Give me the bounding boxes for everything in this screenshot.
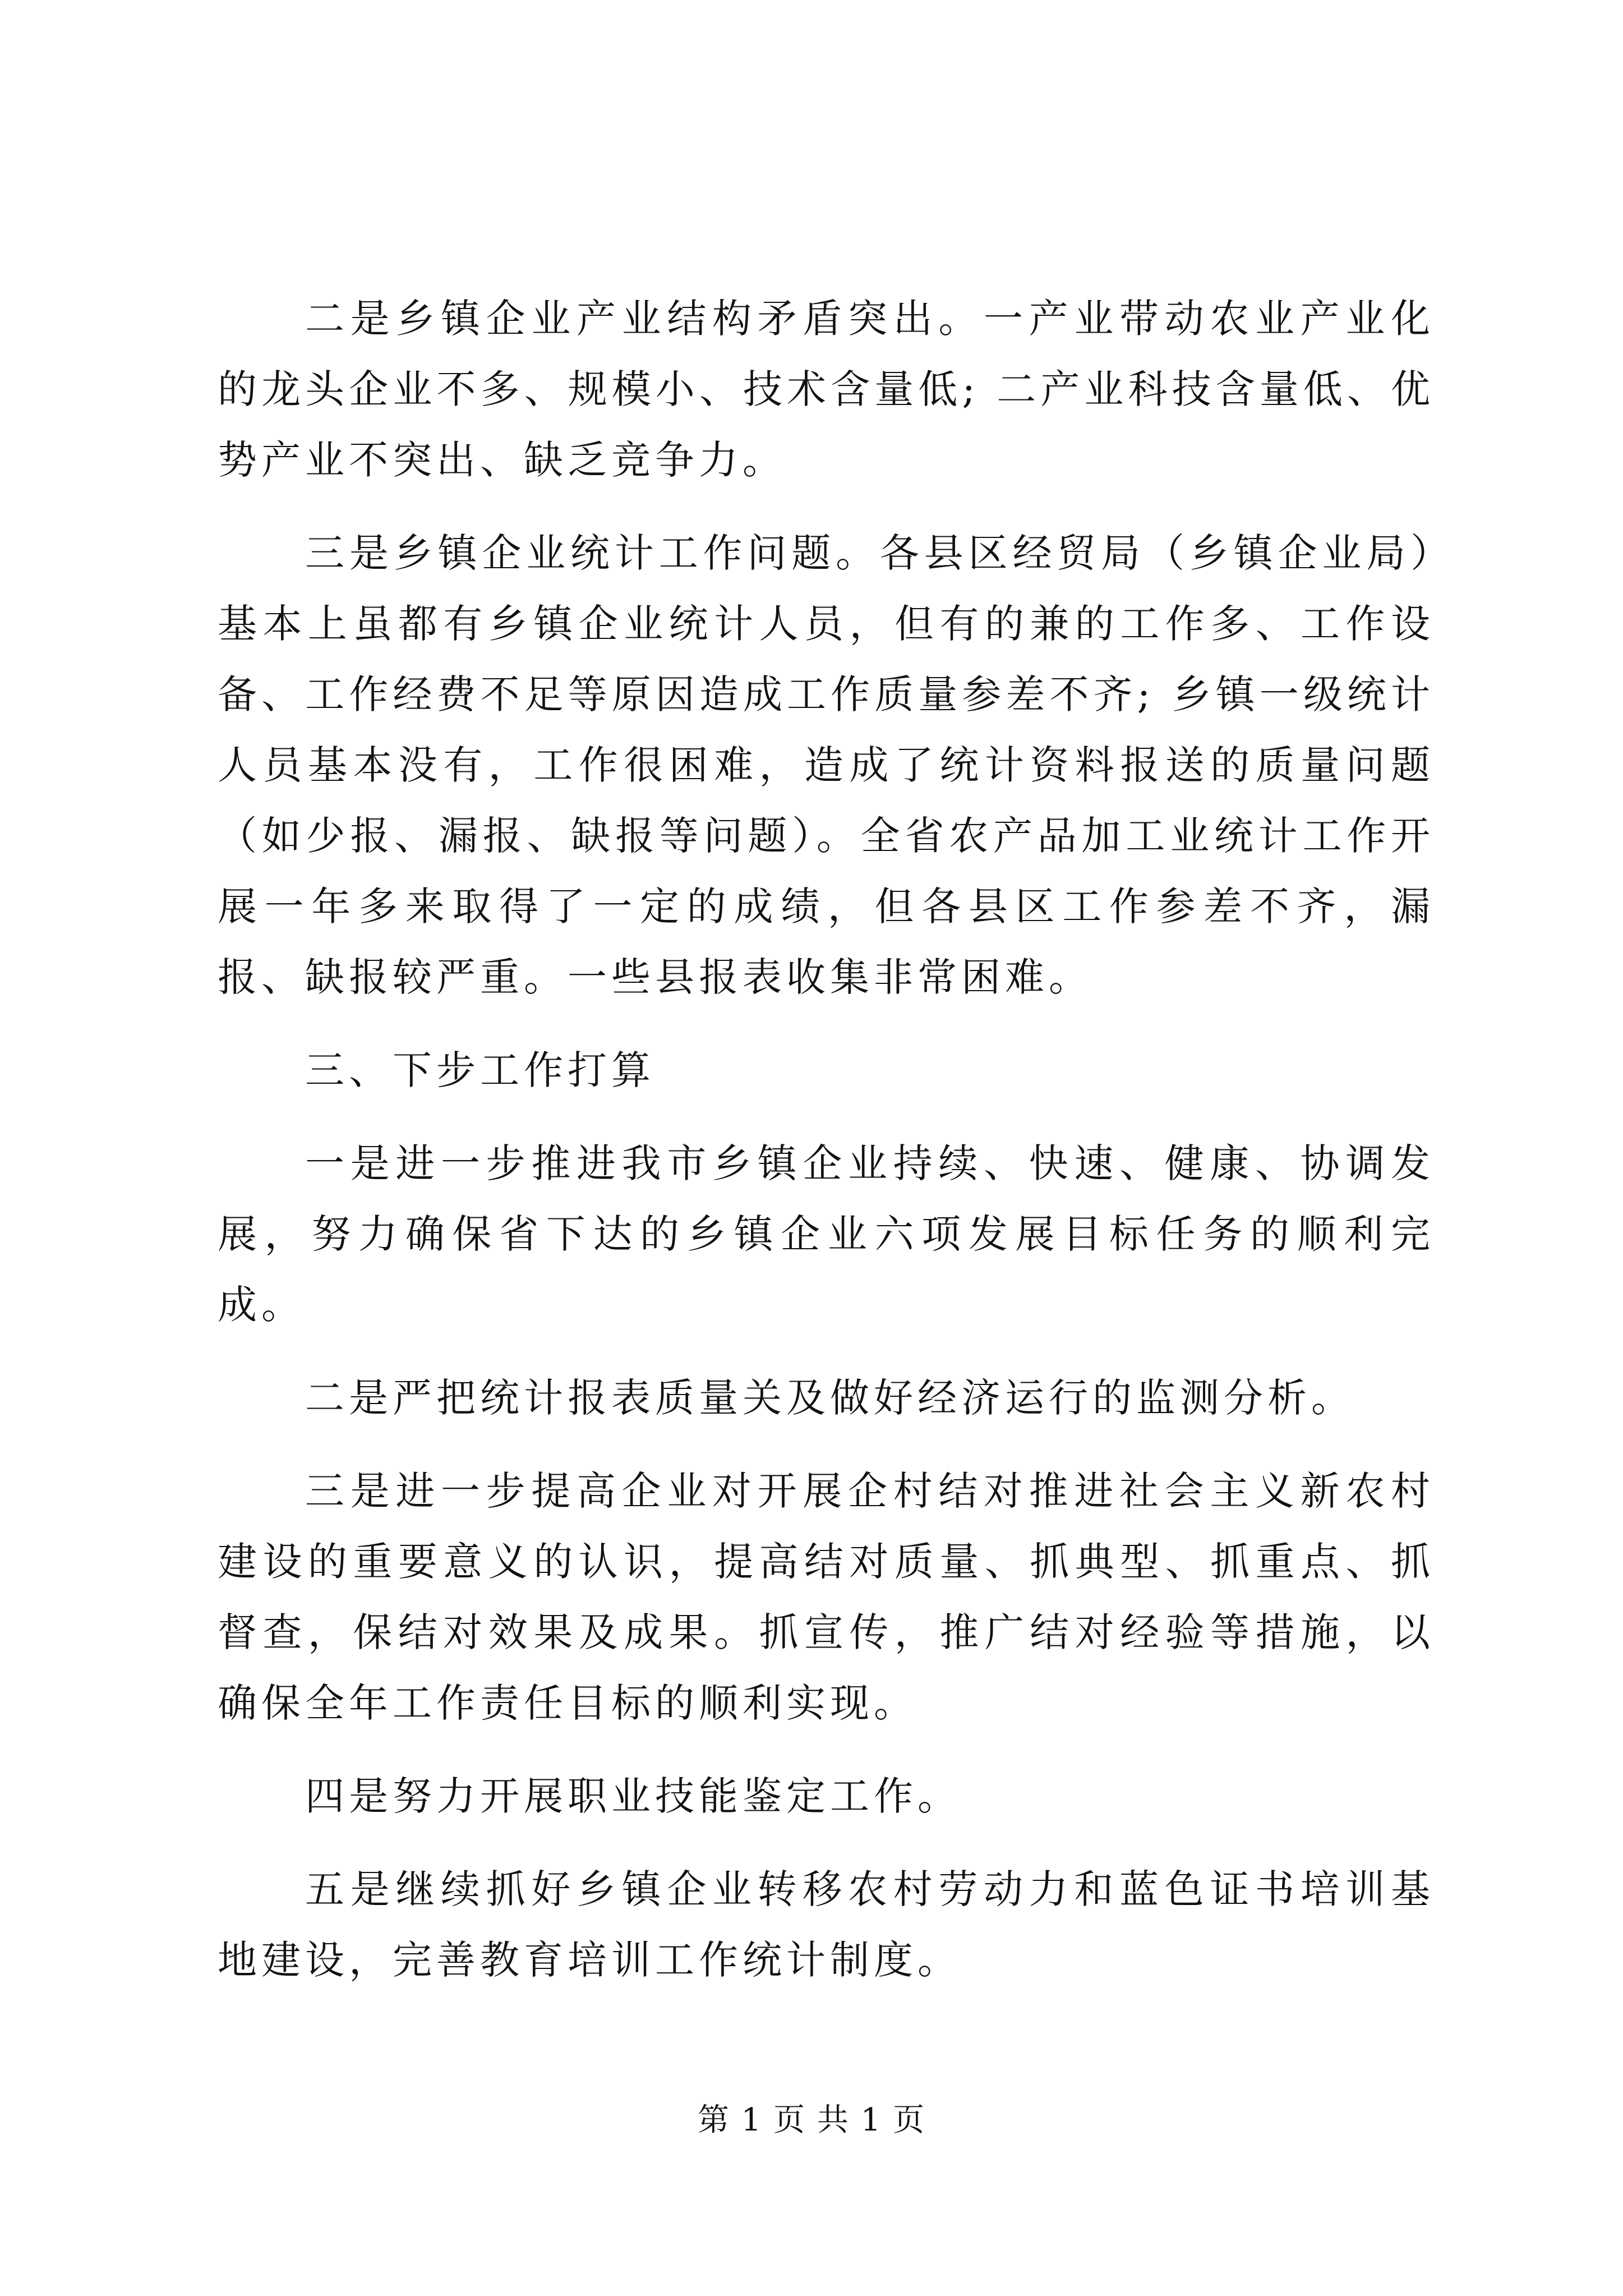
paragraph-statistics-problems: 三是乡镇企业统计工作问题。各县区经贸局（乡镇企业局）基本上虽都有乡镇企业统计人员，但有的兼的工作多、工作设备、工作经费不足等原因造成工作质量参差不齐; 乡镇一级统计人员基本没有，工作很困难，造成了统计资料报送的质量问题（如少报、漏报、缺报等问题）。全省农产品加工业统计工作开展一年多来取得了一定的成绩，但各县区工作参差不齐，漏报、缺报较严重。一些县报表收集非常困难。 (218, 530, 1435, 1000)
paragraph-plan-one: 一是进一步推进我市乡镇企业持续、快速、健康、协调发展，努力确保省下达的乡镇企业六项发展目标任务的顺利完成。 (218, 1140, 1435, 1328)
paragraph-industry-structure: 二是乡镇企业产业结构矛盾突出。一产业带动农业产业化的龙头企业不多、规模小、技术含量低; 二产业科技含量低、优势产业不突出、缺乏竞争力。 (218, 296, 1435, 483)
paragraph-plan-five: 五是继续抓好乡镇企业转移农村劳动力和蓝色证书培训基地建设，完善教育培训工作统计制度。 (218, 1866, 1435, 1983)
document-body (218, 283, 1435, 2018)
paragraph-plan-three: 三是进一步提高企业对开展企村结对推进社会主义新农村建设的重要意义的认识，提高结对质量、抓典型、抓重点、抓督查，保结对效果及成果。抓宣传，推广结对经验等措施，以确保全年工作责任目标的顺利实现。 (218, 1468, 1435, 1726)
page-number-footer: 第 1 页 共 1 页 (697, 2102, 926, 2138)
paragraph-plan-two: 二是严把统计报表质量关及做好经济运行的监测分析。 (305, 1375, 1355, 1421)
paragraph-plan-four: 四是努力开展职业技能鉴定工作。 (305, 1773, 961, 1819)
section-heading-next-steps: 三、下步工作打算 (305, 1047, 655, 1093)
